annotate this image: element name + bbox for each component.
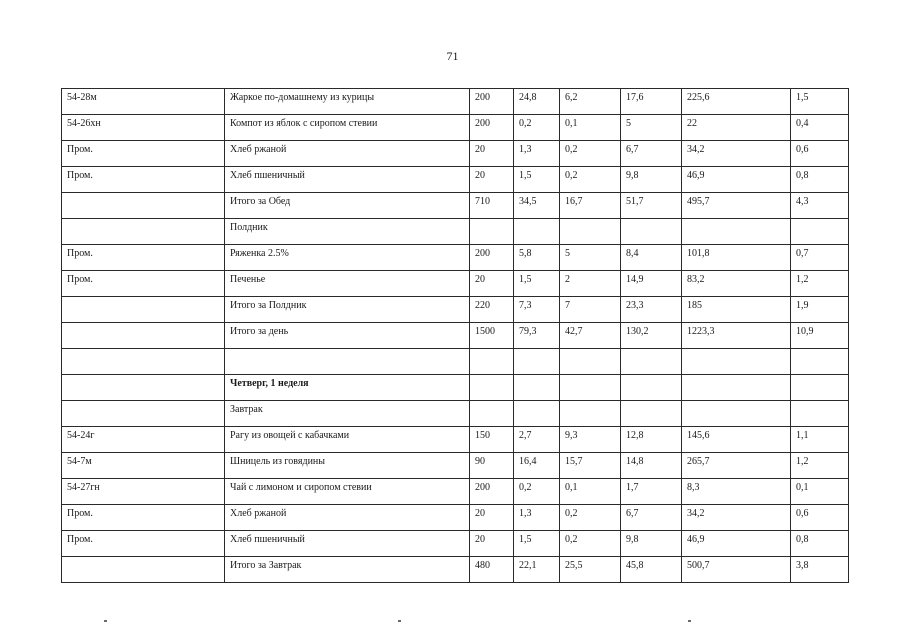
energy-cell-text: 495,7: [687, 196, 710, 207]
portion-weight-cell: [470, 505, 514, 531]
portion-weight-cell-text: 150: [475, 430, 490, 441]
energy-cell: [682, 401, 791, 427]
carbs-cell: [621, 401, 682, 427]
carbs-cell-text: 14,8: [626, 456, 644, 467]
dish-code-cell-text: Пром.: [67, 274, 93, 285]
carbs-cell-text: 14,9: [626, 274, 644, 285]
carbs-cell: [621, 453, 682, 479]
dish-code-cell-text: Пром.: [67, 248, 93, 259]
vitamin-c-cell-text: 1,5: [796, 92, 809, 103]
protein-cell: [514, 167, 560, 193]
protein-cell: [514, 89, 560, 115]
vitamin-c-cell: [791, 115, 849, 141]
energy-cell-text: 34,2: [687, 144, 705, 155]
dish-code-cell-text: 54-24г: [67, 430, 95, 441]
energy-cell: [682, 505, 791, 531]
protein-cell: [514, 297, 560, 323]
table-row: [62, 505, 849, 531]
dish-name-cell-text: Хлеб ржаной: [230, 508, 287, 519]
energy-cell-text: 225,6: [687, 92, 710, 103]
dish-name-cell-text: Рагу из овощей с кабачками: [230, 430, 350, 441]
fat-cell-text: 2: [565, 274, 570, 285]
dish-code-cell: [62, 505, 225, 531]
fat-cell-text: 0,2: [565, 508, 578, 519]
fat-cell: [560, 245, 621, 271]
carbs-cell: [621, 115, 682, 141]
carbs-cell: [621, 245, 682, 271]
protein-cell: [514, 427, 560, 453]
protein-cell-text: 34,5: [519, 196, 537, 207]
portion-weight-cell: [470, 479, 514, 505]
dish-name-cell-text: Шницель из говядины: [230, 456, 325, 467]
vitamin-c-cell: [791, 479, 849, 505]
vitamin-c-cell-text: 1,2: [796, 456, 809, 467]
portion-weight-cell: [470, 401, 514, 427]
portion-weight-cell-text: 710: [475, 196, 490, 207]
fat-cell-text: 7: [565, 300, 570, 311]
portion-weight-cell: [470, 167, 514, 193]
energy-cell-text: 145,6: [687, 430, 710, 441]
protein-cell: [514, 557, 560, 583]
protein-cell-text: 5,8: [519, 248, 532, 259]
portion-weight-cell: [470, 557, 514, 583]
fat-cell-text: 0,2: [565, 534, 578, 545]
carbs-cell-text: 5: [626, 118, 631, 129]
vitamin-c-cell: [791, 271, 849, 297]
carbs-cell-text: 12,8: [626, 430, 644, 441]
dish-code-cell-text: 54-28м: [67, 92, 97, 103]
table-row: [62, 323, 849, 349]
energy-cell: [682, 297, 791, 323]
protein-cell: [514, 219, 560, 245]
carbs-cell: [621, 323, 682, 349]
dish-name-cell: [225, 271, 470, 297]
energy-cell: [682, 245, 791, 271]
dish-name-cell-text: Завтрак: [230, 404, 263, 415]
protein-cell-text: 24,8: [519, 92, 537, 103]
carbs-cell: [621, 479, 682, 505]
energy-cell: [682, 479, 791, 505]
portion-weight-cell-text: 220: [475, 300, 490, 311]
table-row: [62, 531, 849, 557]
fat-cell: [560, 375, 621, 401]
fat-cell: [560, 479, 621, 505]
portion-weight-cell: [470, 193, 514, 219]
fat-cell: [560, 89, 621, 115]
fat-cell-text: 9,3: [565, 430, 578, 441]
carbs-cell-text: 51,7: [626, 196, 644, 207]
vitamin-c-cell-text: 1,2: [796, 274, 809, 285]
dish-name-cell: [225, 167, 470, 193]
dish-code-cell: [62, 349, 225, 375]
fat-cell: [560, 167, 621, 193]
energy-cell: [682, 89, 791, 115]
fat-cell: [560, 531, 621, 557]
protein-cell-text: 2,7: [519, 430, 532, 441]
table-row: [62, 401, 849, 427]
portion-weight-cell: [470, 349, 514, 375]
dish-code-cell: [62, 323, 225, 349]
portion-weight-cell: [470, 427, 514, 453]
dish-code-cell: [62, 427, 225, 453]
fat-cell-text: 16,7: [565, 196, 583, 207]
energy-cell-text: 22: [687, 118, 697, 129]
portion-weight-cell: [470, 219, 514, 245]
vitamin-c-cell: [791, 531, 849, 557]
dish-code-cell-text: 54-7м: [67, 456, 92, 467]
energy-cell: [682, 271, 791, 297]
vitamin-c-cell-text: 1,9: [796, 300, 809, 311]
fat-cell: [560, 193, 621, 219]
energy-cell-text: 8,3: [687, 482, 700, 493]
dish-name-cell-text: Хлеб пшеничный: [230, 170, 305, 181]
dish-name-cell-text: Полдник: [230, 222, 268, 233]
vitamin-c-cell: [791, 427, 849, 453]
protein-cell: [514, 505, 560, 531]
vitamin-c-cell: [791, 505, 849, 531]
vitamin-c-cell-text: 0,8: [796, 170, 809, 181]
carbs-cell: [621, 531, 682, 557]
carbs-cell-text: 9,8: [626, 534, 639, 545]
dish-name-cell: [225, 89, 470, 115]
vitamin-c-cell: [791, 245, 849, 271]
dish-name-cell-text: Четверг, 1 неделя: [230, 378, 309, 389]
vitamin-c-cell: [791, 557, 849, 583]
vitamin-c-cell-text: 4,3: [796, 196, 809, 207]
vitamin-c-cell: [791, 193, 849, 219]
vitamin-c-cell: [791, 141, 849, 167]
dish-code-cell: [62, 89, 225, 115]
protein-cell: [514, 323, 560, 349]
energy-cell: [682, 323, 791, 349]
dish-code-cell: [62, 297, 225, 323]
protein-cell: [514, 453, 560, 479]
energy-cell-text: 185: [687, 300, 702, 311]
dish-code-cell: [62, 141, 225, 167]
portion-weight-cell: [470, 375, 514, 401]
dish-code-cell: [62, 115, 225, 141]
carbs-cell: [621, 427, 682, 453]
fat-cell-text: 0,2: [565, 170, 578, 181]
vitamin-c-cell-text: 0,6: [796, 144, 809, 155]
dish-code-cell: [62, 401, 225, 427]
fat-cell-text: 25,5: [565, 560, 583, 571]
dish-name-cell: [225, 219, 470, 245]
energy-cell-text: 46,9: [687, 170, 705, 181]
dish-name-cell-text: Ряженка 2.5%: [230, 248, 289, 259]
carbs-cell-text: 130,2: [626, 326, 649, 337]
dish-code-cell-text: Пром.: [67, 170, 93, 181]
energy-cell-text: 500,7: [687, 560, 710, 571]
fat-cell-text: 6,2: [565, 92, 578, 103]
table-row: [62, 167, 849, 193]
carbs-cell: [621, 271, 682, 297]
carbs-cell-text: 45,8: [626, 560, 644, 571]
protein-cell: [514, 401, 560, 427]
fat-cell: [560, 557, 621, 583]
dish-name-cell-text: Компот из яблок с сиропом стевии: [230, 118, 378, 129]
portion-weight-cell-text: 20: [475, 144, 485, 155]
vitamin-c-cell: [791, 349, 849, 375]
vitamin-c-cell: [791, 89, 849, 115]
vitamin-c-cell: [791, 323, 849, 349]
protein-cell: [514, 193, 560, 219]
dish-name-cell: [225, 141, 470, 167]
protein-cell-text: 1,3: [519, 144, 532, 155]
carbs-cell-text: 17,6: [626, 92, 644, 103]
vitamin-c-cell-text: 0,7: [796, 248, 809, 259]
table-row: [62, 271, 849, 297]
protein-cell-text: 22,1: [519, 560, 537, 571]
vitamin-c-cell-text: 1,1: [796, 430, 809, 441]
dish-name-cell-text: Хлеб пшеничный: [230, 534, 305, 545]
fat-cell-text: 15,7: [565, 456, 583, 467]
fat-cell: [560, 453, 621, 479]
carbs-cell: [621, 219, 682, 245]
table-row: [62, 349, 849, 375]
table-row: [62, 219, 849, 245]
dish-name-cell: [225, 245, 470, 271]
dish-name-cell-text: Итого за Полдник: [230, 300, 307, 311]
energy-cell: [682, 531, 791, 557]
dish-name-cell: [225, 115, 470, 141]
table-row: [62, 115, 849, 141]
dish-name-cell-text: Хлеб ржаной: [230, 144, 287, 155]
energy-cell-text: 101,8: [687, 248, 710, 259]
table-row: [62, 479, 849, 505]
portion-weight-cell: [470, 141, 514, 167]
dish-code-cell: [62, 219, 225, 245]
protein-cell-text: 79,3: [519, 326, 537, 337]
energy-cell: [682, 375, 791, 401]
dish-code-cell: [62, 479, 225, 505]
portion-weight-cell-text: 90: [475, 456, 485, 467]
energy-cell: [682, 427, 791, 453]
protein-cell: [514, 375, 560, 401]
dish-name-cell-text: Итого за Обед: [230, 196, 291, 207]
fat-cell: [560, 271, 621, 297]
fat-cell: [560, 349, 621, 375]
dish-name-cell: [225, 427, 470, 453]
protein-cell-text: 1,5: [519, 534, 532, 545]
dish-code-cell: [62, 375, 225, 401]
protein-cell: [514, 141, 560, 167]
portion-weight-cell: [470, 531, 514, 557]
portion-weight-cell-text: 480: [475, 560, 490, 571]
portion-weight-cell: [470, 89, 514, 115]
fat-cell: [560, 141, 621, 167]
carbs-cell: [621, 141, 682, 167]
protein-cell: [514, 245, 560, 271]
dish-code-cell: [62, 271, 225, 297]
energy-cell: [682, 219, 791, 245]
dish-code-cell-text: Пром.: [67, 508, 93, 519]
fat-cell: [560, 115, 621, 141]
fat-cell-text: 5: [565, 248, 570, 259]
scan-speck: [688, 620, 691, 622]
portion-weight-cell: [470, 245, 514, 271]
vitamin-c-cell: [791, 453, 849, 479]
table-row: [62, 453, 849, 479]
carbs-cell-text: 9,8: [626, 170, 639, 181]
dish-code-cell: [62, 557, 225, 583]
carbs-cell-text: 1,7: [626, 482, 639, 493]
fat-cell: [560, 323, 621, 349]
carbs-cell: [621, 375, 682, 401]
vitamin-c-cell: [791, 219, 849, 245]
dish-name-cell: [225, 349, 470, 375]
portion-weight-cell: [470, 453, 514, 479]
portion-weight-cell-text: 200: [475, 92, 490, 103]
vitamin-c-cell-text: 0,4: [796, 118, 809, 129]
dish-name-cell-text: Печенье: [230, 274, 266, 285]
protein-cell-text: 1,5: [519, 170, 532, 181]
table-row: [62, 557, 849, 583]
portion-weight-cell: [470, 271, 514, 297]
protein-cell: [514, 531, 560, 557]
energy-cell: [682, 141, 791, 167]
portion-weight-cell: [470, 115, 514, 141]
protein-cell: [514, 115, 560, 141]
energy-cell-text: 1223,3: [687, 326, 715, 337]
dish-code-cell: [62, 167, 225, 193]
dish-name-cell: [225, 531, 470, 557]
table-row: [62, 375, 849, 401]
portion-weight-cell-text: 200: [475, 118, 490, 129]
protein-cell: [514, 479, 560, 505]
vitamin-c-cell-text: 0,8: [796, 534, 809, 545]
dish-code-cell: [62, 193, 225, 219]
vitamin-c-cell-text: 0,1: [796, 482, 809, 493]
dish-name-cell-text: Итого за день: [230, 326, 289, 337]
portion-weight-cell: [470, 323, 514, 349]
protein-cell: [514, 349, 560, 375]
carbs-cell: [621, 349, 682, 375]
energy-cell-text: 265,7: [687, 456, 710, 467]
dish-name-cell: [225, 453, 470, 479]
vitamin-c-cell: [791, 167, 849, 193]
dish-code-cell: [62, 453, 225, 479]
protein-cell-text: 0,2: [519, 482, 532, 493]
energy-cell-text: 34,2: [687, 508, 705, 519]
scan-speck: [104, 620, 107, 622]
fat-cell-text: 0,1: [565, 482, 578, 493]
dish-name-cell-text: Итого за Завтрак: [230, 560, 302, 571]
energy-cell: [682, 349, 791, 375]
portion-weight-cell-text: 20: [475, 508, 485, 519]
protein-cell-text: 7,3: [519, 300, 532, 311]
energy-cell-text: 83,2: [687, 274, 705, 285]
dish-name-cell-text: Чай с лимоном и сиропом стевии: [230, 482, 372, 493]
table-row: [62, 427, 849, 453]
protein-cell-text: 16,4: [519, 456, 537, 467]
energy-cell: [682, 453, 791, 479]
fat-cell: [560, 505, 621, 531]
energy-cell: [682, 193, 791, 219]
protein-cell-text: 1,3: [519, 508, 532, 519]
carbs-cell: [621, 167, 682, 193]
portion-weight-cell-text: 20: [475, 170, 485, 181]
energy-cell: [682, 115, 791, 141]
vitamin-c-cell-text: 0,6: [796, 508, 809, 519]
carbs-cell-text: 6,7: [626, 508, 639, 519]
carbs-cell-text: 8,4: [626, 248, 639, 259]
dish-code-cell-text: 54-26хн: [67, 118, 101, 129]
vitamin-c-cell-text: 10,9: [796, 326, 814, 337]
portion-weight-cell: [470, 297, 514, 323]
energy-cell: [682, 167, 791, 193]
vitamin-c-cell-text: 3,8: [796, 560, 809, 571]
dish-name-cell: [225, 323, 470, 349]
fat-cell-text: 0,2: [565, 144, 578, 155]
protein-cell-text: 0,2: [519, 118, 532, 129]
protein-cell-text: 1,5: [519, 274, 532, 285]
dish-name-cell: [225, 505, 470, 531]
energy-cell-text: 46,9: [687, 534, 705, 545]
fat-cell: [560, 219, 621, 245]
carbs-cell: [621, 557, 682, 583]
menu-nutrition-table: [61, 88, 849, 583]
carbs-cell: [621, 89, 682, 115]
fat-cell: [560, 427, 621, 453]
fat-cell: [560, 297, 621, 323]
vitamin-c-cell: [791, 375, 849, 401]
fat-cell-text: 42,7: [565, 326, 583, 337]
carbs-cell: [621, 505, 682, 531]
table-row: [62, 193, 849, 219]
portion-weight-cell-text: 200: [475, 482, 490, 493]
carbs-cell-text: 6,7: [626, 144, 639, 155]
portion-weight-cell-text: 20: [475, 534, 485, 545]
carbs-cell-text: 23,3: [626, 300, 644, 311]
dish-name-cell: [225, 479, 470, 505]
dish-name-cell: [225, 557, 470, 583]
dish-name-cell-text: Жаркое по-домашнему из курицы: [230, 92, 375, 103]
table-row: [62, 245, 849, 271]
table-row: [62, 89, 849, 115]
fat-cell-text: 0,1: [565, 118, 578, 129]
dish-code-cell-text: Пром.: [67, 144, 93, 155]
dish-name-cell: [225, 193, 470, 219]
scan-speck: [398, 620, 401, 622]
dish-code-cell: [62, 245, 225, 271]
page-number: 71: [446, 49, 459, 63]
energy-cell: [682, 557, 791, 583]
fat-cell: [560, 401, 621, 427]
portion-weight-cell-text: 200: [475, 248, 490, 259]
dish-code-cell-text: 54-27гн: [67, 482, 100, 493]
carbs-cell: [621, 193, 682, 219]
vitamin-c-cell: [791, 401, 849, 427]
portion-weight-cell-text: 20: [475, 274, 485, 285]
carbs-cell: [621, 297, 682, 323]
table-row: [62, 297, 849, 323]
dish-name-cell: [225, 401, 470, 427]
dish-code-cell: [62, 531, 225, 557]
dish-name-cell: [225, 297, 470, 323]
dish-name-cell: [225, 375, 470, 401]
dish-code-cell-text: Пром.: [67, 534, 93, 545]
portion-weight-cell-text: 1500: [475, 326, 495, 337]
table-row: [62, 141, 849, 167]
protein-cell: [514, 271, 560, 297]
vitamin-c-cell: [791, 297, 849, 323]
